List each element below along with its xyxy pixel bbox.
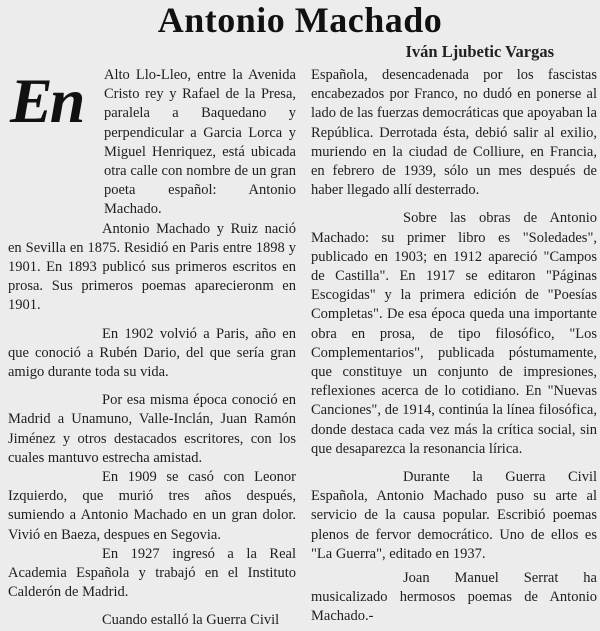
paragraph: Española, desencadenada por los fascistas encabezados por Franco, no dudó en ponerse al lado de las fuerzas democráticas que apoyaban la República. Derrotada ésta, debió salir al exilio, muriendo en la ciudad de Colliure, en Francia, en febrero de 1939, sólo un mes después de haber llegado allí desterrado. — [311, 67, 597, 199]
paragraph: En 1927 ingresó a la Real Academia Española y trabajó en el Instituto Calderón de Madrid. — [8, 545, 296, 601]
paragraph: En 1902 volvió a Paris, año en que conoció a Rubén Dario, del que sería gran amigo durante toda su vida. — [8, 325, 296, 381]
paragraph: Cuando estalló la Guerra Civil — [102, 612, 280, 629]
drop-cap: En — [10, 65, 83, 136]
paragraph: Durante la Guerra Civil Española, Antonio Machado puso su arte al servicio de la causa popular. Escribió poemas plenos de fervor democrático. Uno de ellos es "La Guerra", editado en 1937. — [311, 469, 597, 562]
paragraph: Joan Manuel Serrat ha musicalizado hermosos poemas de Antonio Machado.- — [311, 570, 597, 625]
article-title: Antonio Machado — [157, 0, 443, 40]
paragraph: Antonio Machado y Ruiz nació en Sevilla en 1875. Residió en Paris entre 1898 y 1901. En 1893 publicó sus primeros escritos en prosa. Sus primeros poemas aparecieronm en 1901. — [8, 220, 296, 314]
left-column — [8, 66, 296, 631]
article-author: Iván Ljubetic Vargas — [405, 42, 554, 61]
paragraph: En 1909 se casó con Leonor Izquierdo, que murió tres años después, sumiendo a Antonio Machado en un gran dolor. Vivió en Baeza, despues en Segovia. — [8, 469, 296, 543]
right-column — [311, 66, 597, 627]
paragraph: Sobre las obras de Antonio Machado: su primer libro es "Soledades", publicado en 1903; en 1912 apareció "Campos de Castilla". En 1917 se editaron "Páginas Escogidas" y la primera edición de "Poesías Completas". De esa época queda una importante obra en prosa, de tipo filosófico, "Los Complementarios", publicada póstumamente, que constituye un conjunto de impresiones, reflexiones acerca de lo cotidiano. En "Nuevas Canciones", de 1914, continúa la línea filosófica, donde destaca cada vez más la crítica social, sin que desaparezca la resonancia lírica. — [311, 210, 597, 457]
paragraph: Por esa misma época conoció en Madrid a Unamuno, Valle-Inclán, Juan Ramón Jiménez y otros destacados escritores, con los cuales mantuvo estrecha amistad. — [8, 392, 296, 466]
paragraph: Alto Llo-Lleo, entre la Avenida Cristo rey y Rafael de la Presa, paralela a Baquedano y perpendicular a Garcia Lorca y Miguel Henriquez, está ubicada otra calle con nombre de un gran poeta español: Antonio Machado. — [104, 67, 296, 218]
